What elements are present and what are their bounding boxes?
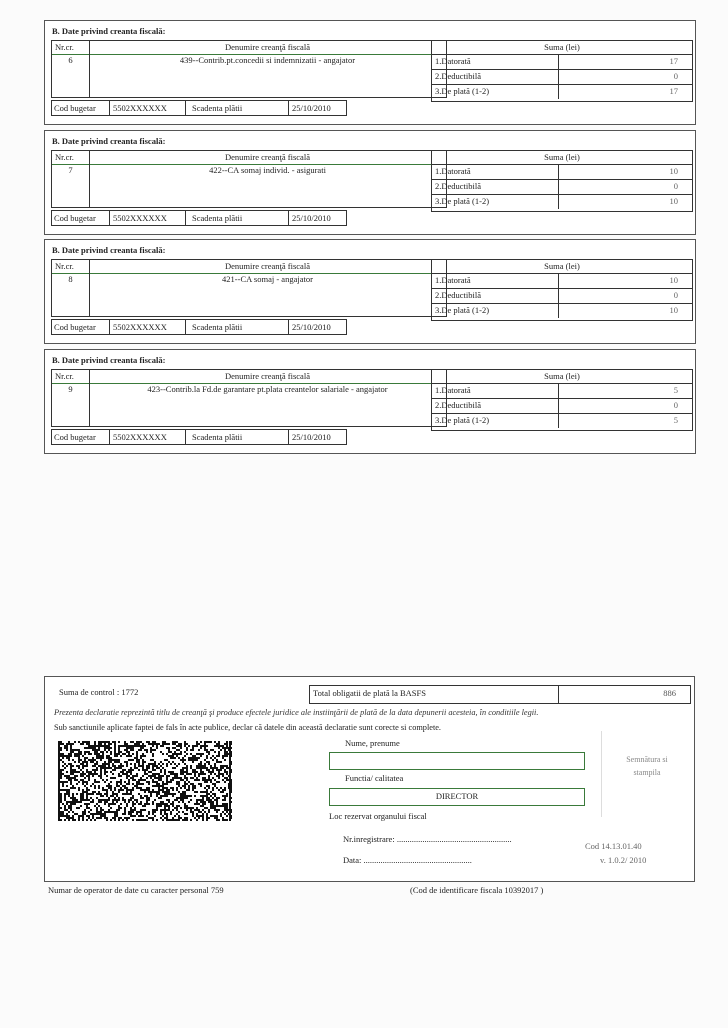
denumire-header: Denumire creanţă fiscală (225, 152, 310, 162)
nrcr-header: Nr.cr. (55, 152, 74, 162)
cod-fiscal: (Cod de identificare fiscala 10392017 ) (410, 885, 544, 895)
suma-row-label: 1.Datorată (435, 56, 471, 66)
column-divider (558, 164, 559, 179)
nume-field[interactable] (329, 752, 585, 770)
column-divider (558, 303, 559, 318)
suma-row-label: 3.De plată (1-2) (435, 415, 490, 425)
total-box (309, 685, 691, 704)
declaration-text: Sub sanctiunile aplicate faptei de fals în acte publice, declar că datele din această declaratie sunt corecte si complete. (54, 723, 442, 732)
suma-row-label: 2.Deductibilă (435, 71, 482, 81)
column-divider (288, 101, 289, 115)
declaration-italic: Prezenta declaratie reprezintă titlu de creanţă şi produce efectele juridice ale instiinţării de plată de la data depunerii acesteia, în conditiile legii. (54, 708, 539, 717)
nrcr-value: 6 (68, 55, 73, 65)
scadenta-value: 25/10/2010 (292, 103, 331, 113)
nrcr-header: Nr.cr. (55, 42, 74, 52)
operator-date: Numar de operator de date cu caracter personal 759 (48, 885, 224, 895)
scadenta-label: Scadenta plătii (192, 322, 243, 332)
suma-header: Suma (lei) (432, 260, 692, 274)
denumire-header: Denumire creanţă fiscală (225, 261, 310, 271)
column-divider (558, 84, 559, 99)
signature-box (601, 731, 687, 817)
column-divider (109, 211, 110, 225)
creanta-section (44, 130, 696, 235)
cod-bugetar-row (51, 319, 347, 335)
nrcr-value: 7 (68, 165, 73, 175)
column-divider (558, 686, 559, 703)
scadenta-label: Scadenta plătii (192, 432, 243, 442)
suma-row (432, 398, 692, 414)
semnatura-label: Semnătura si stampila (626, 755, 668, 777)
section-title: B. Date privind creanta fiscală: (52, 136, 166, 146)
creanta-table (51, 150, 447, 208)
suma-row (432, 54, 692, 70)
cod-bugetar-value: 5502XXXXXX (113, 432, 167, 442)
scadenta-value: 25/10/2010 (292, 432, 331, 442)
column-divider (288, 320, 289, 334)
section-title: B. Date privind creanta fiscală: (52, 355, 166, 365)
creanta-section (44, 349, 696, 454)
cod-formular: Cod 14.13.01.40 (585, 841, 642, 851)
cod-bugetar-row (51, 100, 347, 116)
suma-header: Suma (lei) (432, 41, 692, 55)
column-divider (558, 54, 559, 69)
suma-row-value: 0 (673, 290, 678, 300)
scadenta-value: 25/10/2010 (292, 322, 331, 332)
suma-row-label: 3.De plată (1-2) (435, 305, 490, 315)
suma-table (431, 150, 693, 212)
data-field: Data: ................................................... (343, 855, 472, 865)
suma-row-value: 17 (669, 86, 678, 96)
suma-table (431, 259, 693, 321)
column-divider (185, 211, 186, 225)
column-divider (558, 179, 559, 194)
column-divider (558, 69, 559, 84)
cod-bugetar-value: 5502XXXXXX (113, 213, 167, 223)
suma-row (432, 194, 692, 209)
suma-row-label: 3.De plată (1-2) (435, 196, 490, 206)
suma-row-label: 2.Deductibilă (435, 400, 482, 410)
column-divider (558, 288, 559, 303)
suma-table (431, 369, 693, 431)
column-divider (109, 430, 110, 444)
column-divider (558, 194, 559, 209)
denumire-value: 423--Contrib.la Fd.de garantare pt.plata creantelor salariale - angajator (147, 384, 388, 394)
column-divider (558, 398, 559, 413)
creanta-table (51, 369, 447, 427)
section-title: B. Date privind creanta fiscală: (52, 26, 166, 36)
nr-inregistrare: Nr.inregistrare: ...................................................... (343, 834, 512, 844)
suma-control: Suma de control : 1772 (59, 687, 139, 697)
functia-label: Functia/ calitatea (345, 773, 404, 783)
nrcr-value: 9 (68, 384, 73, 394)
suma-row-label: 1.Datorată (435, 385, 471, 395)
suma-row-value: 10 (669, 305, 678, 315)
suma-row-value: 0 (673, 400, 678, 410)
suma-row (432, 288, 692, 304)
scadenta-value: 25/10/2010 (292, 213, 331, 223)
cod-bugetar-row (51, 429, 347, 445)
denumire-value: 439--Contrib.pt.concedii si indemnizatii - angajator (179, 55, 356, 65)
denumire-value: 422--CA somaj individ. - asigurati (209, 165, 326, 175)
suma-header: Suma (lei) (432, 151, 692, 165)
suma-row-label: 1.Datorată (435, 166, 471, 176)
total-label: Total obligatii de plată la BASFS (313, 688, 426, 698)
section-title: B. Date privind creanta fiscală: (52, 245, 166, 255)
suma-row-value: 10 (669, 275, 678, 285)
suma-row-value: 10 (669, 196, 678, 206)
cod-bugetar-value: 5502XXXXXX (113, 103, 167, 113)
total-value: 886 (663, 688, 676, 698)
suma-row-value: 17 (669, 56, 678, 66)
scadenta-label: Scadenta plătii (192, 103, 243, 113)
suma-row (432, 179, 692, 195)
column-divider (558, 273, 559, 288)
suma-row (432, 383, 692, 399)
denumire-header: Denumire creanţă fiscală (225, 371, 310, 381)
suma-table (431, 40, 693, 102)
suma-row-value: 0 (673, 71, 678, 81)
suma-row (432, 164, 692, 180)
nrcr-value: 8 (68, 274, 73, 284)
suma-row (432, 69, 692, 85)
cod-bugetar-value: 5502XXXXXX (113, 322, 167, 332)
column-divider (558, 413, 559, 428)
cod-bugetar-label: Cod bugetar (54, 322, 96, 332)
nrcr-header: Nr.cr. (55, 371, 74, 381)
column-divider (558, 383, 559, 398)
suma-row-value: 0 (673, 181, 678, 191)
nrcr-header: Nr.cr. (55, 261, 74, 271)
versiune: v. 1.0.2/ 2010 (600, 855, 647, 865)
functia-field[interactable] (329, 788, 585, 806)
creanta-table (51, 40, 447, 98)
suma-row (432, 303, 692, 318)
column-divider (109, 320, 110, 334)
suma-row (432, 84, 692, 99)
suma-row-value: 10 (669, 166, 678, 176)
functia-value: DIRECTOR (435, 791, 479, 801)
denumire-value: 421--CA somaj - angajator (222, 274, 313, 284)
suma-header: Suma (lei) (432, 370, 692, 384)
creanta-table (51, 259, 447, 317)
barcode-icon (58, 741, 233, 821)
nume-label: Nume, prenume (345, 738, 400, 748)
column-divider (288, 211, 289, 225)
suma-row-label: 1.Datorată (435, 275, 471, 285)
suma-row-label: 2.Deductibilă (435, 290, 482, 300)
scadenta-label: Scadenta plătii (192, 213, 243, 223)
suma-row-value: 5 (673, 415, 678, 425)
suma-row (432, 413, 692, 428)
column-divider (185, 101, 186, 115)
suma-row-label: 3.De plată (1-2) (435, 86, 490, 96)
column-divider (185, 320, 186, 334)
cod-bugetar-label: Cod bugetar (54, 103, 96, 113)
suma-row-value: 5 (673, 385, 678, 395)
creanta-section (44, 20, 696, 125)
creanta-section (44, 239, 696, 344)
denumire-header: Denumire creanţă fiscală (225, 42, 310, 52)
column-divider (109, 101, 110, 115)
declaration-footer (44, 676, 695, 882)
column-divider (185, 430, 186, 444)
loc-rezervat: Loc rezervat organului fiscal (329, 811, 427, 821)
cod-bugetar-row (51, 210, 347, 226)
column-divider (288, 430, 289, 444)
cod-bugetar-label: Cod bugetar (54, 432, 96, 442)
suma-row-label: 2.Deductibilă (435, 181, 482, 191)
cod-bugetar-label: Cod bugetar (54, 213, 96, 223)
suma-row (432, 273, 692, 289)
